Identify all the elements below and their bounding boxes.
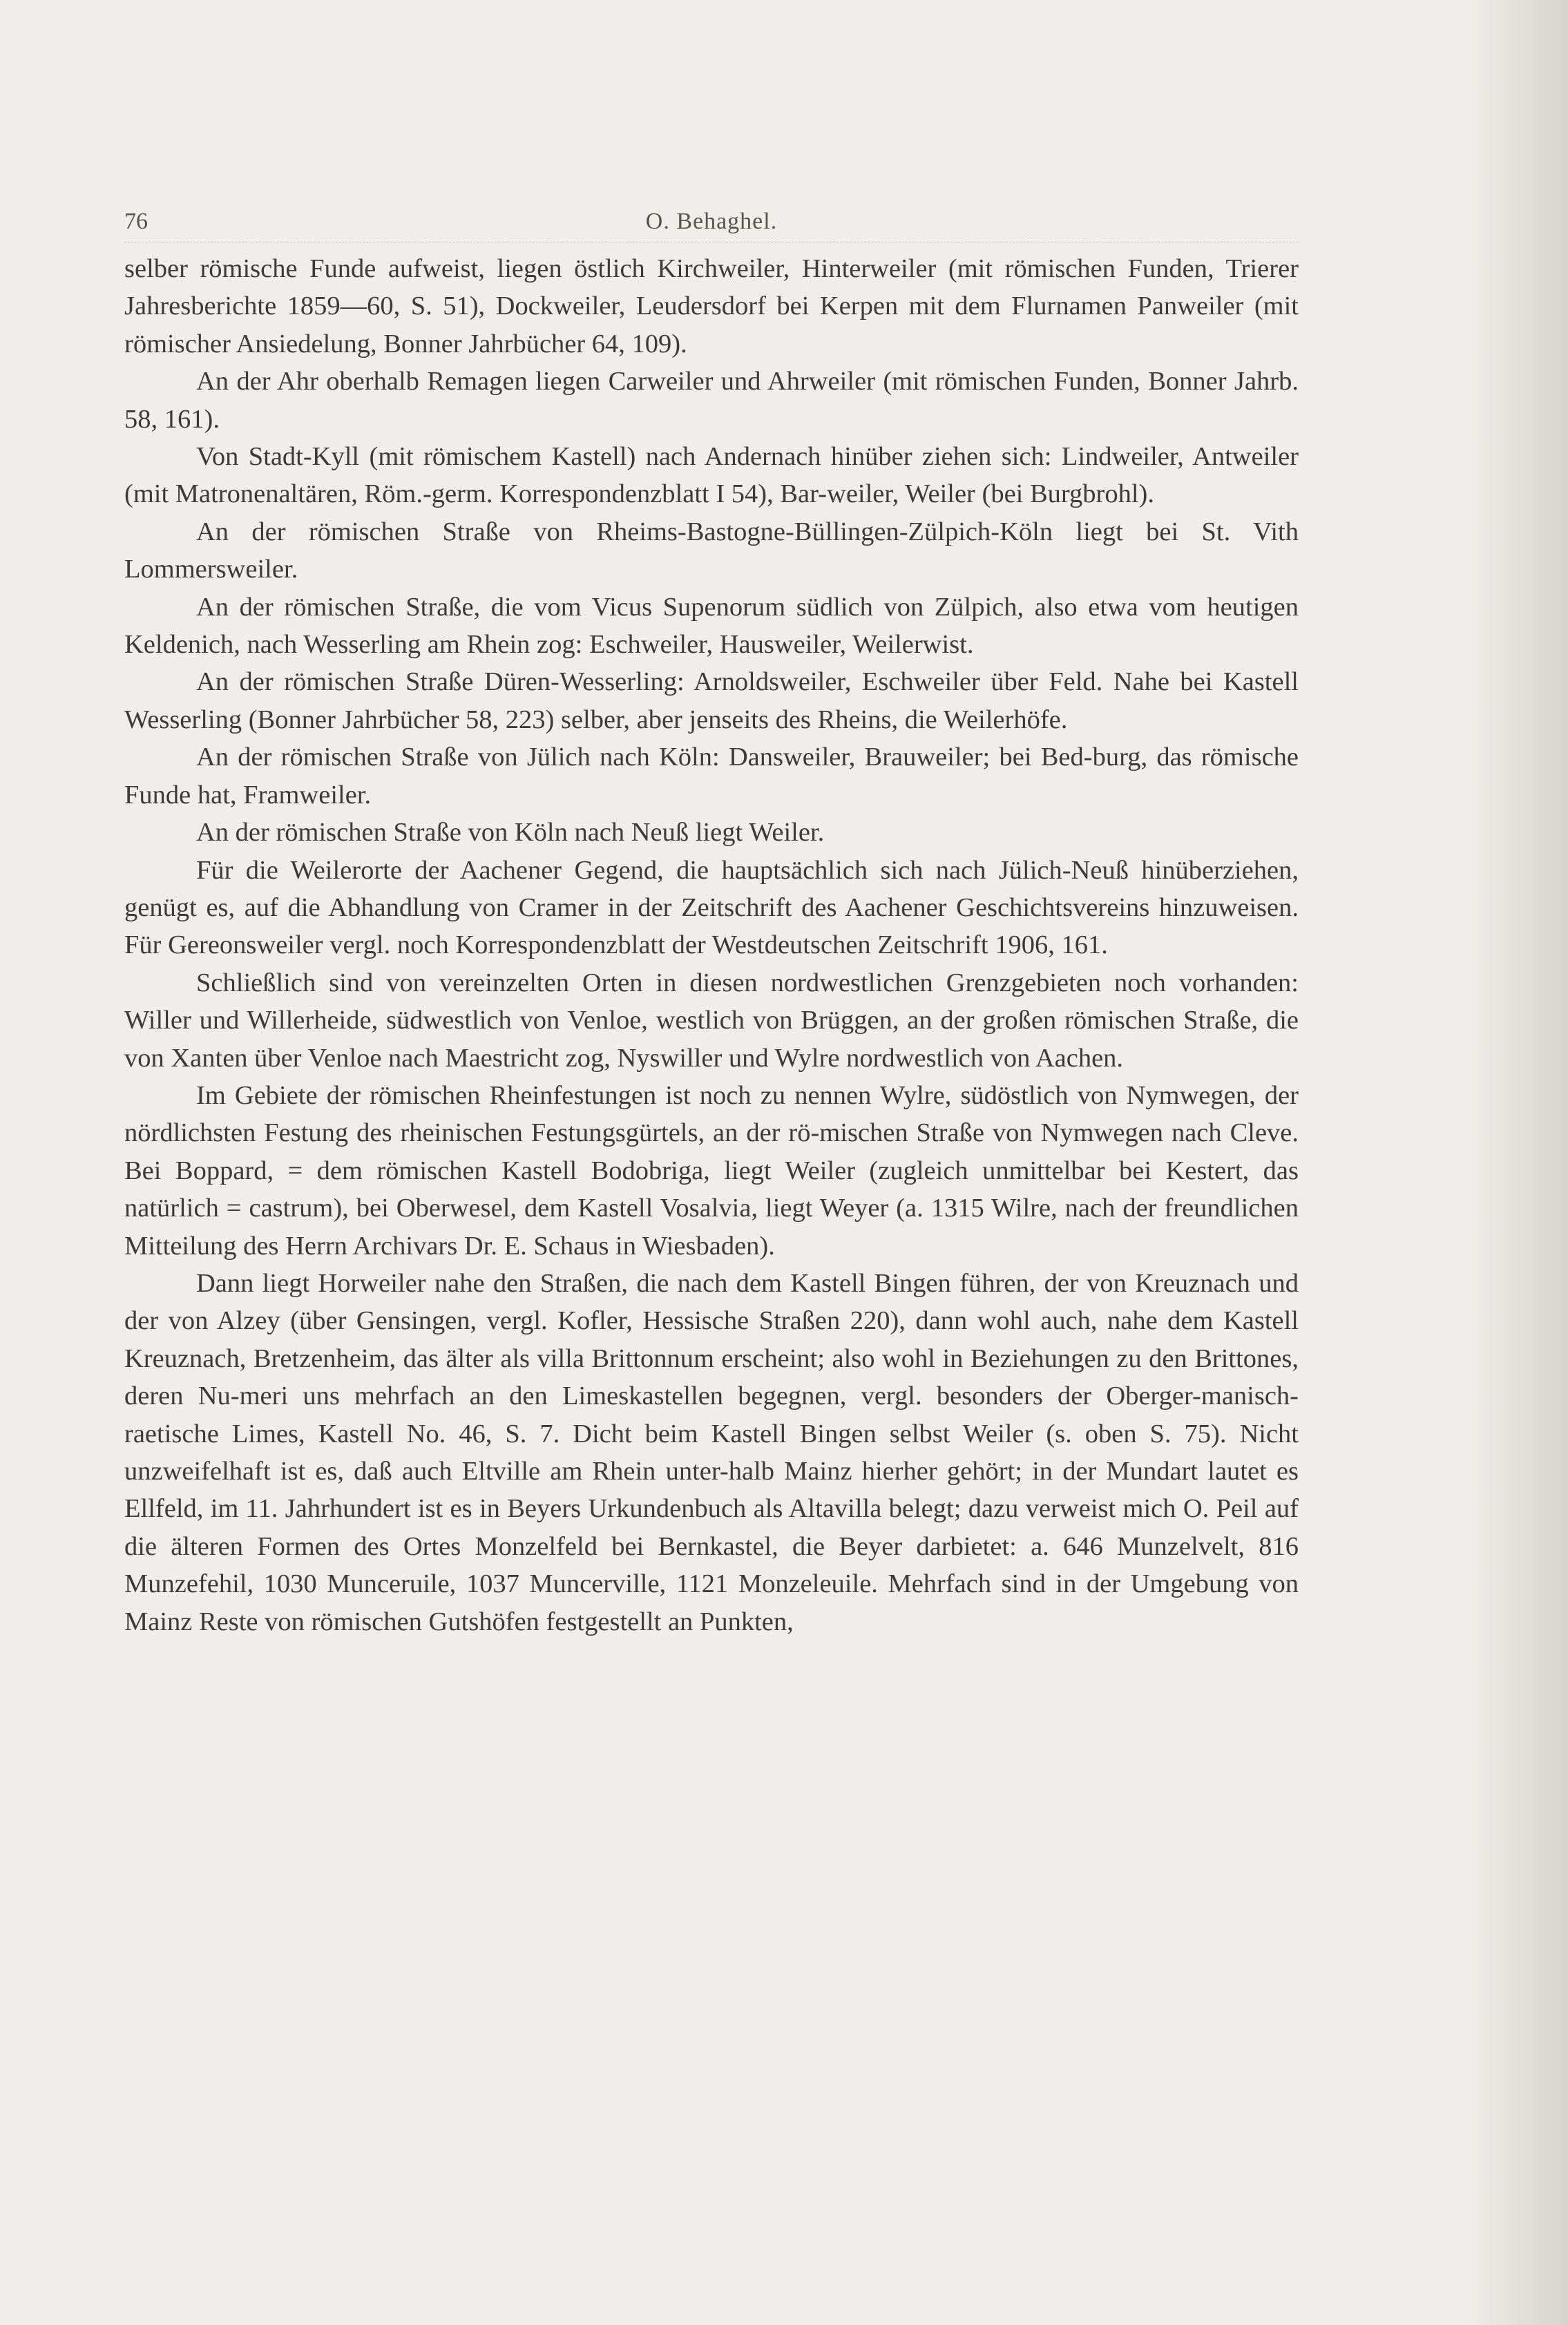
paragraph: An der römischen Straße von Rheims-Bastogne-Büllingen-Zülpich-Köln liegt bei St. Vith Lommersweiler. xyxy=(124,517,1299,584)
running-head: O. Behaghel. xyxy=(645,209,778,234)
paragraph: Dann liegt Horweiler nahe den Straßen, die nach dem Kastell Bingen führen, der von Kreuznach und der von Alzey (über Gensingen, vergl. Kofler, Hessische Straßen 220), dann wohl auch, nahe dem Kastell Kreuznach, Bretzenheim, das älter als villa Brittonnum erscheint; also wohl in Beziehungen zu den Brittones, deren Nu-meri uns mehrfach an den Limeskastellen begegnen, vergl. besonders der Oberger-manisch-raetische Limes, Kastell No. 46, S. 7. Dicht beim Kastell Bingen selbst Weiler (s. oben S. 75). Nicht unzweifelhaft ist es, daß auch Eltville am Rhein unter-halb Mainz hierher gehört; in der Mundart lautet es Ellfeld, im 11. Jahrhundert ist es in Beyers Urkundenbuch als Altavilla belegt; dazu verweist mich O. Peil auf die älteren Formen des Ortes Monzelfeld bei Bernkastel, die Beyer darbietet: a. 646 Munzelvelt, 816 Munzefehil, 1030 Munceruile, 1037 Muncerville, 1121 Monzeleuile. Mehrfach sind in der Umgebung von Mainz Reste von römischen Gutshöfen festgestellt an Punkten, xyxy=(124,1268,1299,1636)
paragraph: selber römische Funde aufweist, liegen östlich Kirchweiler, Hinterweiler (mit römischen Funden, Trierer Jahresberichte 1859—60, S. 51), Dockweiler, Leudersdorf bei Kerpen mit dem Flurnamen Panweiler (mit römischer Ansiedelung, Bonner Jahrbücher 64, 109). xyxy=(124,254,1299,358)
paragraph: Im Gebiete der römischen Rheinfestungen ist noch zu nennen Wylre, südöstlich von Nymwegen, der nördlichsten Festung des rheinischen Festungsgürtels, an der rö-mischen Straße von Nymwegen nach Cleve. Bei Boppard, = dem römischen Kastell Bodobriga, liegt Weiler (zugleich unmittelbar bei Kestert, das natürlich = castrum), bei Oberwesel, dem Kastell Vosalvia, liegt Weyer (a. 1315 Wilre, nach der freundlichen Mitteilung des Herrn Archivars Dr. E. Schaus in Wiesbaden). xyxy=(124,1080,1299,1261)
page-edge-shadow xyxy=(1464,0,1568,2325)
paragraph: An der römischen Straße von Köln nach Neuß liegt Weiler. xyxy=(196,818,825,848)
paragraph: An der römischen Straße Düren-Wesserling: Arnoldsweiler, Eschweiler über Feld. Nahe bei Kastell Wesserling (Bonner Jahrbücher 58, 223) selber, aber jenseits des Rheins, die Weilerhöfe. xyxy=(124,667,1299,734)
page-number: 76 xyxy=(124,209,148,234)
page-header xyxy=(124,204,1299,246)
paragraph: Für die Weilerorte der Aachener Gegend, die hauptsächlich sich nach Jülich-Neuß hinüberziehen, genügt es, auf die Abhandlung von Cramer in der Zeitschrift des Aachener Geschichtsvereins hinzuweisen. Für Gereonsweiler vergl. noch Korrespondenzblatt der Westdeutschen Zeitschrift 1906, 161. xyxy=(124,855,1299,960)
paragraph: An der Ahr oberhalb Remagen liegen Carweiler und Ahrweiler (mit römischen Funden, Bonner Jahrb. 58, 161). xyxy=(124,367,1299,434)
body-text xyxy=(124,250,1299,1640)
paragraph: An der römischen Straße, die vom Vicus Supenorum südlich von Zülpich, also etwa vom heutigen Keldenich, nach Wesserling am Rhein zog: Eschweiler, Hausweiler, Weilerwist. xyxy=(124,592,1299,660)
paragraph: An der römischen Straße von Jülich nach Köln: Dansweiler, Brauweiler; bei Bed-burg, das römische Funde hat, Framweiler. xyxy=(124,743,1299,810)
paragraph: Von Stadt-Kyll (mit römischem Kastell) nach Andernach hinüber ziehen sich: Lindweiler, Antweiler (mit Matronenaltären, Röm.-germ. Korrespondenzblatt I 54), Bar-weiler, Weiler (bei Burgbrohl). xyxy=(124,442,1299,509)
paragraph: Schließlich sind von vereinzelten Orten in diesen nordwestlichen Grenzgebieten noch vorhanden: Willer und Willerheide, südwestlich von Venloe, westlich von Brüggen, an der großen römischen Straße, die von Xanten über Venloe nach Maestricht zog, Nyswiller und Wylre nordwestlich von Aachen. xyxy=(124,968,1299,1073)
